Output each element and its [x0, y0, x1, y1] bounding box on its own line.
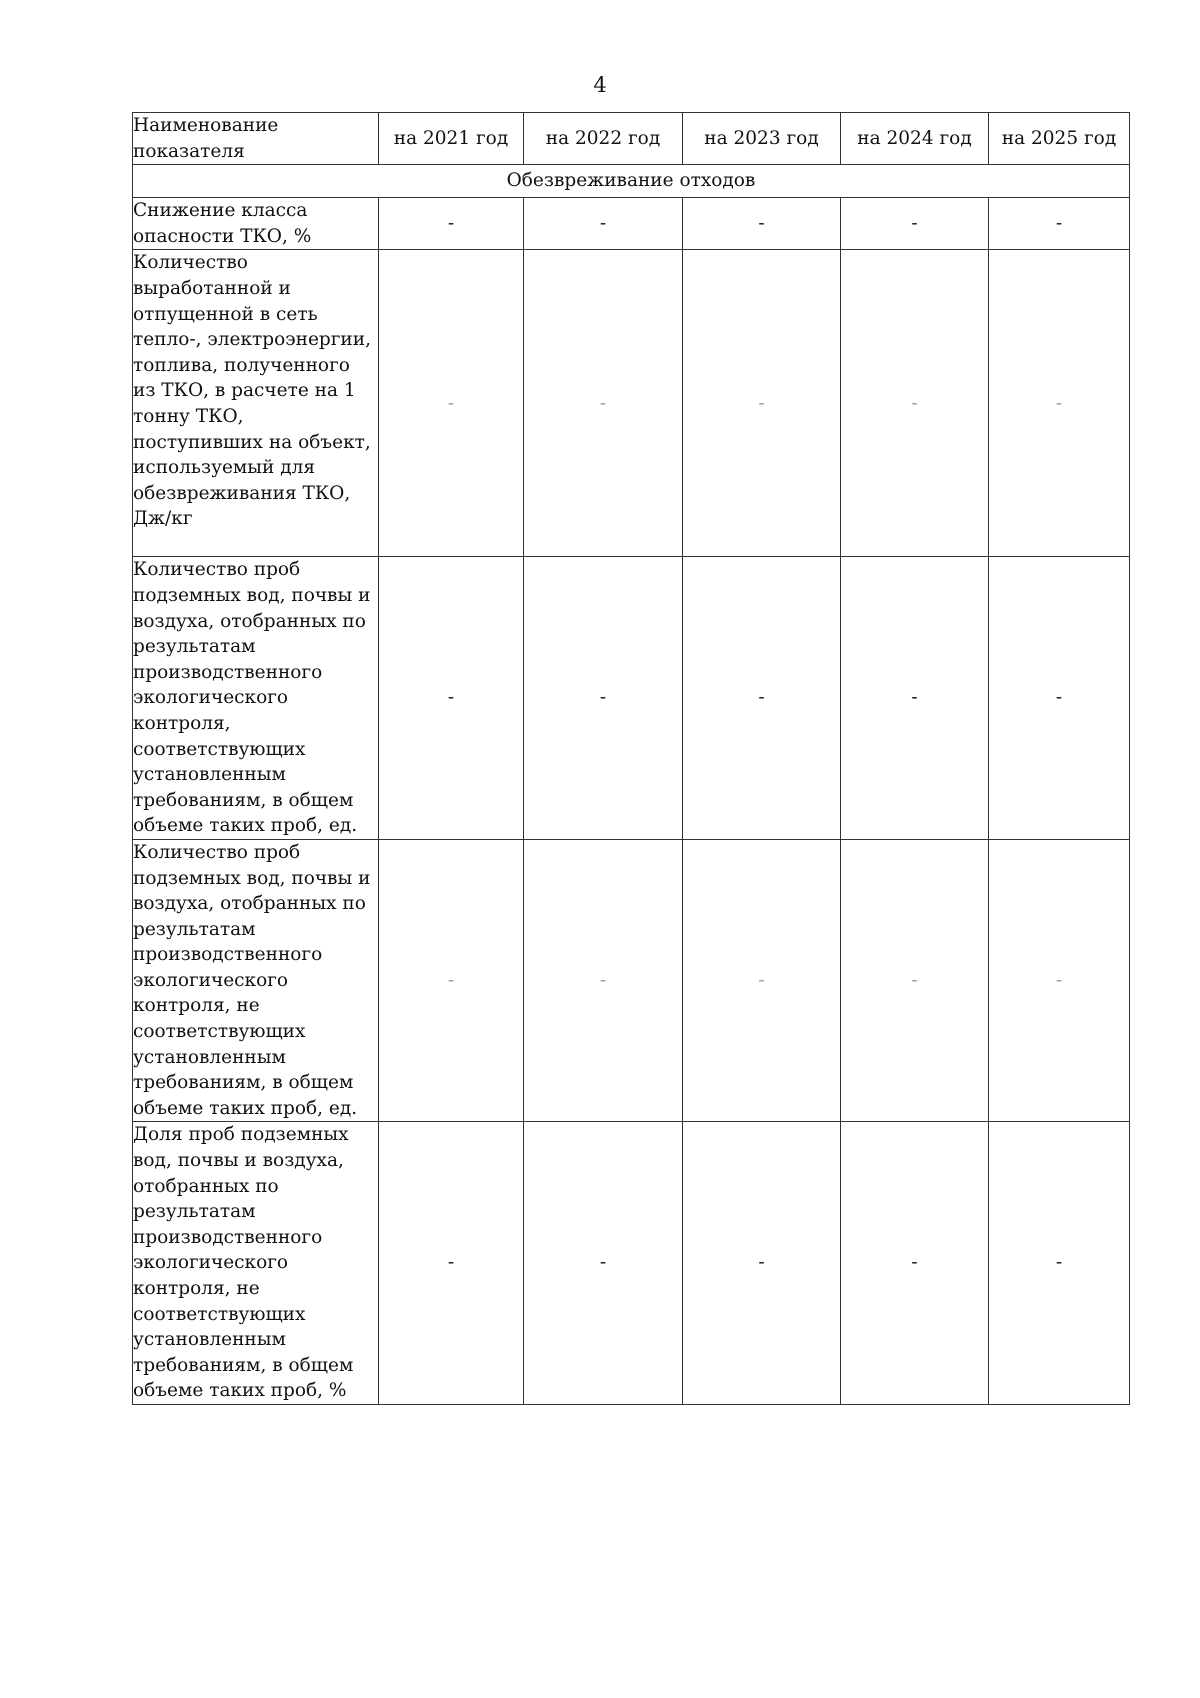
- value-cell: -: [379, 1122, 524, 1405]
- table-row: [133, 198, 1130, 250]
- value-cell: -: [379, 839, 524, 1122]
- value-cell: -: [524, 1122, 683, 1405]
- page-number: 4: [593, 73, 607, 97]
- column-header-name: Наименование показателя: [133, 113, 379, 165]
- column-header-2022: на 2022 год: [524, 113, 683, 165]
- column-header-2021: на 2021 год: [379, 113, 524, 165]
- section-title: Обезвреживание отходов: [133, 165, 1130, 198]
- table-row: [133, 1122, 1130, 1405]
- value-cell: -: [683, 557, 841, 840]
- indicators-table: [132, 112, 1130, 1405]
- value-cell: -: [524, 839, 683, 1122]
- column-header-2025: на 2025 год: [989, 113, 1130, 165]
- table-row: [133, 250, 1130, 557]
- column-header-2023: на 2023 год: [683, 113, 841, 165]
- value-cell: -: [841, 557, 989, 840]
- section-row: [133, 165, 1130, 198]
- table-row: [133, 557, 1130, 840]
- table-header-row: [133, 113, 1130, 165]
- value-cell: -: [841, 1122, 989, 1405]
- value-cell: -: [683, 839, 841, 1122]
- value-cell: -: [841, 198, 989, 250]
- indicator-name: Снижение класса опасности ТКО, %: [133, 198, 379, 250]
- value-cell: -: [989, 839, 1130, 1122]
- value-cell: -: [379, 250, 524, 557]
- indicator-name: Доля проб подземных вод, почвы и воздуха, отобранных по результатам производственного экологического контроля, не соответствующих установленным требованиям, в общем объеме таких проб, %: [133, 1122, 379, 1405]
- indicator-name: Количество выработанной и отпущенной в сеть тепло-, электроэнергии, топлива, полученного из ТКО, в расчете на 1 тонну ТКО, поступивших на объект, используемый для обезвреживания ТКО, Дж/кг: [133, 250, 379, 557]
- value-cell: -: [379, 557, 524, 840]
- value-cell: -: [989, 1122, 1130, 1405]
- value-cell: -: [989, 557, 1130, 840]
- value-cell: -: [524, 198, 683, 250]
- indicator-name: Количество проб подземных вод, почвы и воздуха, отобранных по результатам производственного экологического контроля, соответствующих установленным требованиям, в общем объеме таких проб, ед.: [133, 557, 379, 840]
- value-cell: -: [683, 250, 841, 557]
- value-cell: -: [683, 1122, 841, 1405]
- column-header-2024: на 2024 год: [841, 113, 989, 165]
- value-cell: -: [841, 250, 989, 557]
- value-cell: -: [841, 839, 989, 1122]
- value-cell: -: [989, 198, 1130, 250]
- value-cell: -: [989, 250, 1130, 557]
- value-cell: -: [379, 198, 524, 250]
- table-row: [133, 839, 1130, 1122]
- value-cell: -: [683, 198, 841, 250]
- value-cell: -: [524, 557, 683, 840]
- value-cell: -: [524, 250, 683, 557]
- indicator-name: Количество проб подземных вод, почвы и воздуха, отобранных по результатам производственного экологического контроля, не соответствующих установленным требованиям, в общем объеме таких проб, ед.: [133, 839, 379, 1122]
